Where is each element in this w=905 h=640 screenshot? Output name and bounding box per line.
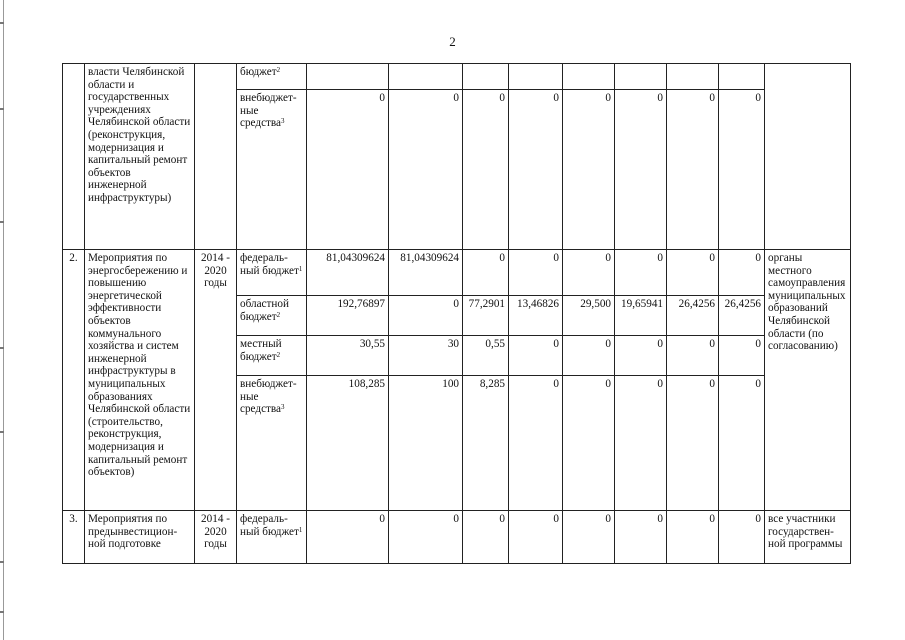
binder-mark <box>0 561 4 563</box>
footnote-mark: 3 <box>281 403 285 412</box>
amount-cell: 29,500 <box>563 296 615 336</box>
amount-total: 192,76897 <box>307 296 389 336</box>
source-label: федераль-ный бюджет <box>240 513 299 538</box>
binder-mark <box>0 611 4 613</box>
binder-mark <box>0 108 4 110</box>
amount-cell: 0 <box>615 511 667 564</box>
amount-cell: 0 <box>509 336 563 376</box>
amount-cell: 0 <box>667 336 719 376</box>
amount-cell: 13,46826 <box>509 296 563 336</box>
amount-cell: 100 <box>389 376 463 511</box>
amount-total: 0 <box>307 511 389 564</box>
amount-cell: 0 <box>615 336 667 376</box>
amount-cell: 0 <box>615 90 667 250</box>
amount-cell: 0 <box>463 90 509 250</box>
amount-cell: 26,4256 <box>667 296 719 336</box>
amount-cell: 8,285 <box>463 376 509 511</box>
amount-cell: 0 <box>463 250 509 296</box>
program-table <box>62 63 851 564</box>
funding-source <box>237 90 307 250</box>
binder-mark <box>0 22 4 24</box>
source-label: внебюджет-ные средства <box>240 378 297 416</box>
amount-cell: 0 <box>389 296 463 336</box>
amount-cell: 0 <box>509 250 563 296</box>
binder-mark <box>0 431 4 433</box>
amount-cell <box>563 64 615 90</box>
amount-cell <box>509 64 563 90</box>
amount-cell: 0 <box>563 336 615 376</box>
footnote-mark: 2 <box>276 66 281 74</box>
funding-source <box>237 336 307 376</box>
measure-name: власти Челябинской области и государственных учреждениях Челябинской области (реконструкция, модернизация и капитальный ремонт объектов инженерной инфраструктуры) <box>85 64 195 250</box>
amount-cell <box>389 64 463 90</box>
amount-total: 0 <box>307 90 389 250</box>
amount-cell: 0 <box>719 90 765 250</box>
footnote-mark: 3 <box>281 117 285 126</box>
source-label: бюджет <box>240 66 277 78</box>
amount-cell: 19,65941 <box>615 296 667 336</box>
amount-cell: 0 <box>563 511 615 564</box>
period <box>195 64 237 250</box>
amount-cell <box>615 64 667 90</box>
footnote-mark: 1 <box>298 264 303 273</box>
executor: органы местного самоуправления муниципальных образований Челябинской области (по согласованию) <box>765 250 851 511</box>
funding-source <box>237 250 307 296</box>
period: 2014 - 2020 годы <box>195 250 237 511</box>
footnote-mark: 2 <box>276 350 281 359</box>
page-left-edge <box>3 0 4 640</box>
amount-cell: 0 <box>719 336 765 376</box>
amount-cell: 26,4256 <box>719 296 765 336</box>
amount-cell <box>667 64 719 90</box>
amount-total <box>307 64 389 90</box>
amount-cell: 0 <box>667 250 719 296</box>
measure-name: Мероприятия по энергосбережению и повышению энергетической эффективности объектов коммунального хозяйства и систем инженерной инфраструктуры в муниципальных образованиях Челябинской области (строительство, реконструкция, модернизация и капитальный ремонт объектов) <box>85 250 195 511</box>
amount-cell: 0 <box>667 376 719 511</box>
amount-cell: 0 <box>563 90 615 250</box>
amount-cell: 0 <box>719 250 765 296</box>
amount-cell: 77,2901 <box>463 296 509 336</box>
amount-cell: 0 <box>615 250 667 296</box>
executor: все участники государствен-ной программы <box>765 511 851 564</box>
amount-cell: 0 <box>667 511 719 564</box>
amount-total: 30,55 <box>307 336 389 376</box>
footnote-mark: 2 <box>276 310 281 319</box>
funding-source <box>237 64 307 90</box>
funding-source <box>237 511 307 564</box>
amount-cell <box>463 64 509 90</box>
amount-cell: 0 <box>389 90 463 250</box>
table-row <box>63 250 851 296</box>
funding-source <box>237 376 307 511</box>
source-label: местный бюджет <box>240 338 282 363</box>
row-number: 3. <box>63 511 85 564</box>
row-number <box>63 64 85 250</box>
amount-total: 108,285 <box>307 376 389 511</box>
page-number: 2 <box>449 34 456 49</box>
source-label: внебюджет-ные средства <box>240 92 297 130</box>
amount-cell: 0 <box>615 376 667 511</box>
amount-cell: 0 <box>509 376 563 511</box>
amount-cell: 30 <box>389 336 463 376</box>
amount-cell: 0 <box>463 511 509 564</box>
amount-cell: 0 <box>509 90 563 250</box>
funding-source <box>237 296 307 336</box>
measure-name: Мероприятия по предынвестицион-ной подготовке <box>85 511 195 564</box>
binder-mark <box>0 347 4 349</box>
amount-cell: 0 <box>563 250 615 296</box>
executor <box>765 64 851 250</box>
amount-cell: 0,55 <box>463 336 509 376</box>
table-row <box>63 511 851 564</box>
amount-cell: 0 <box>563 376 615 511</box>
table-row <box>63 64 851 90</box>
amount-cell <box>719 64 765 90</box>
amount-cell: 0 <box>719 511 765 564</box>
amount-cell: 0 <box>509 511 563 564</box>
row-number: 2. <box>63 250 85 511</box>
amount-cell: 0 <box>389 511 463 564</box>
source-label: областной бюджет <box>240 298 289 323</box>
amount-total: 81,04309624 <box>307 250 389 296</box>
amount-cell: 0 <box>719 376 765 511</box>
amount-cell: 81,04309624 <box>389 250 463 296</box>
source-label: федераль-ный бюджет <box>240 252 299 277</box>
binder-mark <box>0 221 4 223</box>
amount-cell: 0 <box>667 90 719 250</box>
footnote-mark: 1 <box>298 525 303 534</box>
period: 2014 - 2020 годы <box>195 511 237 564</box>
